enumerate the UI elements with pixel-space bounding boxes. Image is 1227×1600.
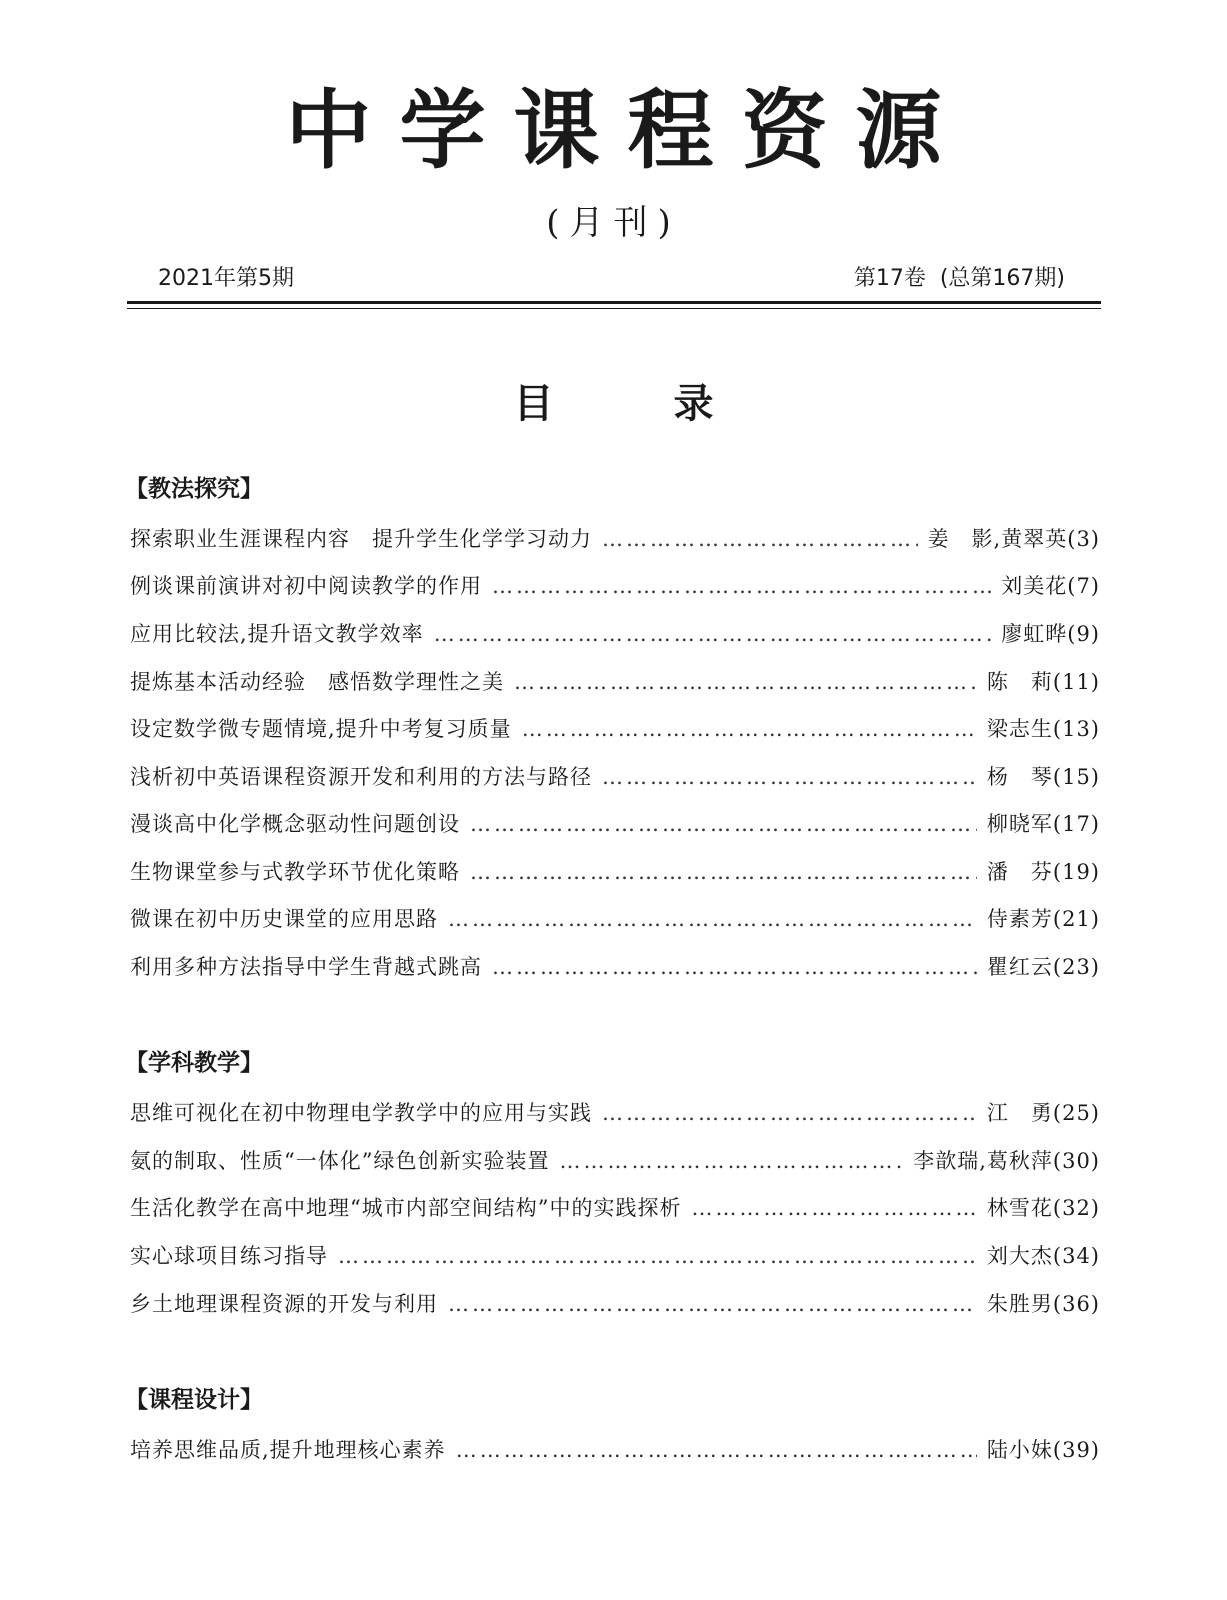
toc-entry (130, 1435, 1100, 1465)
leader-dots (338, 1241, 977, 1271)
toc-entry (130, 762, 1100, 792)
leader-dots (602, 524, 918, 554)
issue-number: 2021年第5期 (158, 266, 294, 291)
journal-title: 中学课程资源 (285, 80, 970, 181)
entry-author: 廖虹晔 (1001, 622, 1068, 646)
leader-dots (522, 714, 977, 744)
entry-page: (15) (1052, 765, 1100, 789)
toc-entry (130, 1193, 1100, 1223)
entry-page: (34) (1052, 1244, 1100, 1268)
section-title-jiaofa: 【教法探究】 (125, 476, 263, 502)
leader-dots (691, 1193, 976, 1223)
entry-title: 实心球项目练习指导 (130, 1244, 328, 1268)
entry-author: 姜 影,黄翠英 (927, 527, 1068, 551)
entry-author: 陈 莉 (986, 670, 1053, 694)
leader-dots (492, 952, 977, 982)
leader-dots (602, 762, 977, 792)
section-title-kecheng: 【课程设计】 (125, 1387, 263, 1413)
entry-page: (32) (1052, 1196, 1100, 1220)
toc-entry (130, 904, 1100, 934)
toc-entry (130, 952, 1100, 982)
entry-page: (36) (1052, 1292, 1100, 1316)
leader-dots (514, 667, 977, 697)
entry-title: 应用比较法,提升语文教学效率 (130, 622, 424, 646)
entry-page: (7) (1067, 574, 1100, 598)
entry-title: 漫谈高中化学概念驱动性问题创设 (130, 812, 460, 836)
entry-page: (9) (1067, 622, 1100, 646)
entry-page: (23) (1052, 955, 1100, 979)
entry-title: 利用多种方法指导中学生背越式跳高 (130, 955, 482, 979)
publication-frequency: (月刊) (546, 203, 681, 243)
leader-dots (456, 1435, 977, 1465)
entry-page: (30) (1052, 1149, 1100, 1173)
leader-dots (470, 857, 977, 887)
leader-dots (470, 809, 977, 839)
toc-entry (130, 524, 1100, 554)
section-title-xueke: 【学科教学】 (125, 1050, 263, 1076)
header-rule-thick (127, 301, 1101, 304)
entry-title: 生活化教学在高中地理“城市内部空间结构”中的实践探析 (130, 1196, 682, 1220)
leader-dots (492, 571, 991, 601)
entry-title: 提炼基本活动经验 感悟数学理性之美 (130, 670, 504, 694)
toc-entry (130, 809, 1100, 839)
entry-author: 梁志生 (986, 717, 1053, 741)
entry-page: (25) (1052, 1101, 1100, 1125)
entry-author: 柳晓军 (986, 812, 1053, 836)
entry-title: 浅析初中英语课程资源开发和利用的方法与路径 (130, 765, 592, 789)
header-rule-thin (127, 308, 1101, 309)
entry-author: 陆小妹 (986, 1438, 1053, 1462)
leader-dots (434, 619, 992, 649)
entry-author: 侍素芳 (986, 907, 1053, 931)
entry-title: 思维可视化在初中物理电学教学中的应用与实践 (130, 1101, 592, 1125)
entry-author: 刘美花 (1001, 574, 1068, 598)
toc-entry (130, 1289, 1100, 1319)
entry-title: 微课在初中历史课堂的应用思路 (130, 907, 438, 931)
toc-entry (130, 667, 1100, 697)
entry-title: 生物课堂参与式教学环节优化策略 (130, 860, 460, 884)
entry-title: 培养思维品质,提升地理核心素养 (130, 1438, 446, 1462)
entry-title: 探索职业生涯课程内容 提升学生化学学习动力 (130, 527, 592, 551)
toc-entry (130, 857, 1100, 887)
leader-dots (602, 1098, 977, 1128)
toc-entry (130, 1098, 1100, 1128)
entry-author: 杨 琴 (986, 765, 1053, 789)
leader-dots (448, 1289, 977, 1319)
entry-page: (3) (1067, 527, 1100, 551)
toc-entry (130, 1241, 1100, 1271)
toc-entry (130, 1146, 1100, 1176)
entry-author: 瞿红云 (986, 955, 1053, 979)
leader-dots (559, 1146, 903, 1176)
entry-page: (39) (1052, 1438, 1100, 1462)
entry-page: (11) (1052, 670, 1100, 694)
entry-page: (21) (1052, 907, 1100, 931)
entry-page: (17) (1052, 812, 1100, 836)
entry-author: 林雪花 (986, 1196, 1053, 1220)
entry-title: 例谈课前演讲对初中阅读教学的作用 (130, 574, 482, 598)
entry-author: 刘大杰 (986, 1244, 1053, 1268)
entry-title: 乡土地理课程资源的开发与利用 (130, 1292, 438, 1316)
entry-title: 氨的制取、性质“一体化”绿色创新实验装置 (130, 1149, 550, 1173)
volume-number: 第17卷 (总第167期) (853, 266, 1065, 291)
toc-entry (130, 714, 1100, 744)
entry-author: 李歆瑞,葛秋萍 (913, 1149, 1053, 1173)
entry-author: 朱胜男 (986, 1292, 1053, 1316)
entry-page: (13) (1052, 717, 1100, 741)
entry-author: 潘 芬 (986, 860, 1053, 884)
leader-dots (448, 904, 977, 934)
toc-heading: 目录 (513, 381, 834, 427)
entry-title: 设定数学微专题情境,提升中考复习质量 (130, 717, 512, 741)
entry-author: 江 勇 (986, 1101, 1053, 1125)
toc-entry (130, 619, 1100, 649)
entry-page: (19) (1052, 860, 1100, 884)
toc-entry (130, 571, 1100, 601)
